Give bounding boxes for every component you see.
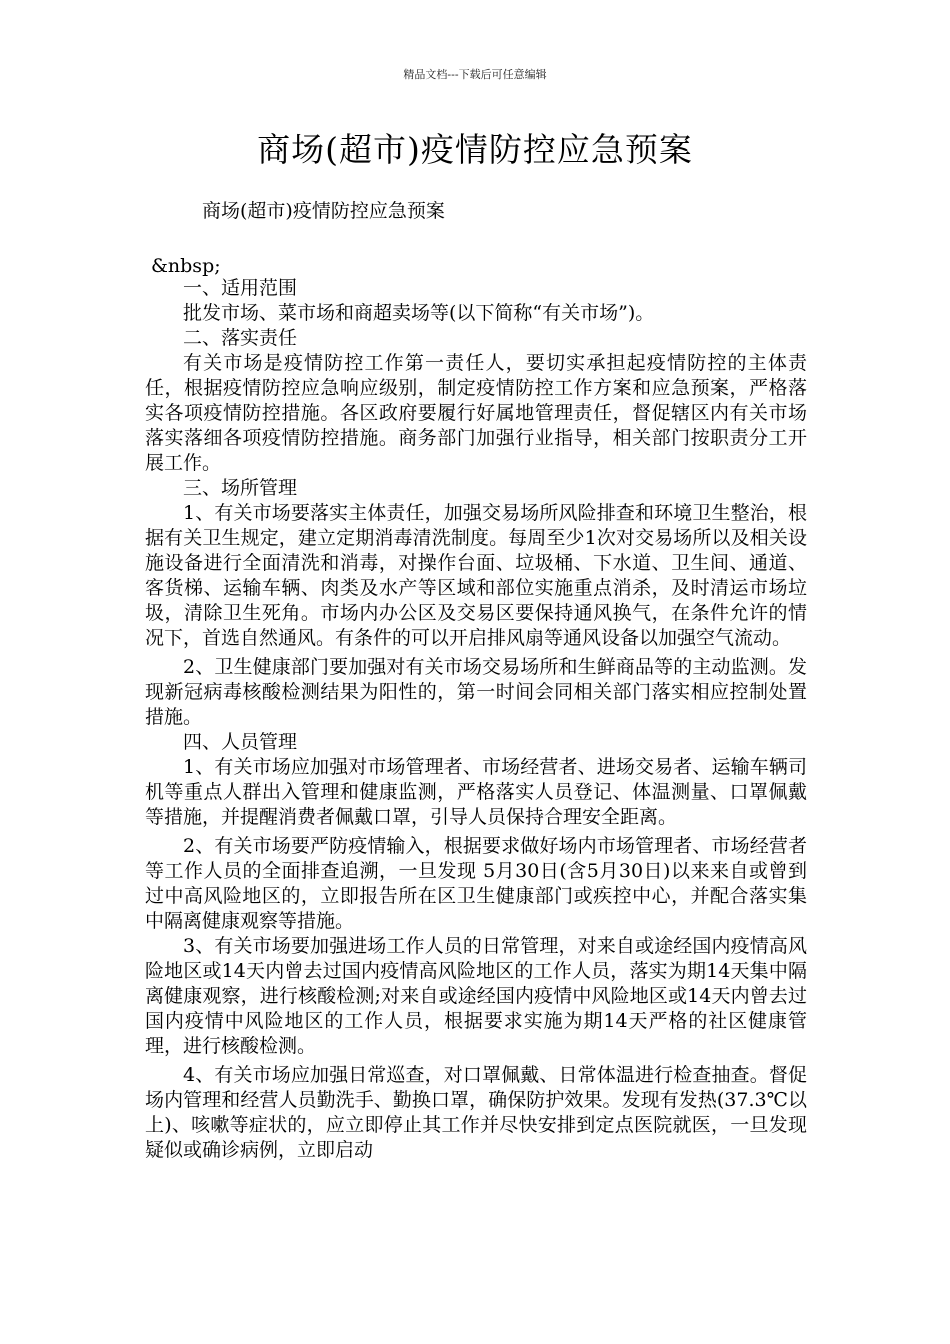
header-note: 精品文档---下载后可任意编辑 — [403, 68, 547, 81]
document-title: 商场(超市)疫情防控应急预案 — [257, 130, 693, 169]
paragraph-responsibility: 有关市场是疫情防控工作第一责任人，要切实承担起疫情防控的主体责任，根据疫情防控应急响应级别，制定疫情防控工作方案和应急预案，严格落实各项疫情防控措施。各区政府要履行好属地管理责任，督促辖区内有关市场落实落细各项疫情防控措施。商务部门加强行业指导，相关部门按职责分工开展工作。 — [145, 352, 807, 474]
document-body — [145, 276, 807, 1163]
section-heading-venue: 三、场所管理 — [183, 477, 298, 499]
paragraph-personnel-4: 4、有关市场应加强日常巡查，对口罩佩戴、日常体温进行检查抽查。督促场内管理和经营人员勤洗手、勤换口罩，确保防护效果。发现有发热(37.3℃以上)、咳嗽等症状的，应立即停止其工作并尽快安排到定点医院就医，一旦发现疑似或确诊病例，立即启动 — [145, 1064, 807, 1161]
paragraph-scope: 批发市场、菜市场和商超卖场等(以下简称“有关市场”)。 — [183, 302, 655, 324]
paragraph-venue-2: 2、卫生健康部门要加强对有关市场交易场所和生鲜商品等的主动监测。发现新冠病毒核酸检测结果为阳性的，第一时间会同相关部门落实相应控制处置措施。 — [145, 656, 807, 728]
section-heading-scope: 一、适用范围 — [183, 277, 298, 299]
paragraph-personnel-1: 1、有关市场应加强对市场管理者、市场经营者、进场交易者、运输车辆司机等重点人群出入管理和健康监测，严格落实人员登记、体温测量、口罩佩戴等措施，并提醒消费者佩戴口罩，引导人员保持合理安全距离。 — [145, 756, 807, 828]
section-heading-personnel: 四、人员管理 — [183, 731, 298, 753]
paragraph-personnel-3: 3、有关市场要加强进场工作人员的日常管理，对来自或途经国内疫情高风险地区或14天内曾去过国内疫情高风险地区的工作人员，落实为期14天集中隔离健康观察，进行核酸检测;对来自或途经国内疫情中风险地区或14天内曾去过国内疫情中风险地区的工作人员，根据要求实施为期14天严格的社区健康管理，进行核酸检测。 — [145, 935, 807, 1057]
section-heading-responsibility: 二、落实责任 — [183, 327, 298, 349]
paragraph-personnel-2: 2、有关市场要严防疫情输入，根据要求做好场内市场管理者、市场经营者等工作人员的全面排查追溯，一旦发现 5月30日(含5月30日)以来来自或曾到过中高风险地区的，立即报告所在区卫生健康部门或疾控中心，并配合落实集中隔离健康观察等措施。 — [145, 835, 807, 932]
paragraph-venue-1: 1、有关市场要落实主体责任，加强交易场所风险排查和环境卫生整治，根据有关卫生规定，建立定期消毒清洗制度。每周至少1次对交易场所以及相关设施设备进行全面清洗和消毒，对操作台面、垃圾桶、下水道、卫生间、通道、客货梯、运输车辆、肉类及水产等区域和部位实施重点消杀，及时清运市场垃圾，清除卫生死角。市场内办公区及交易区要保持通风换气，在条件允许的情况下，首选自然通风。有条件的可以开启排风扇等通风设备以加强空气流动。 — [145, 502, 807, 649]
stray-nbsp-text: &nbsp; — [151, 255, 221, 277]
document-subtitle: 商场(超市)疫情防控应急预案 — [202, 200, 445, 222]
